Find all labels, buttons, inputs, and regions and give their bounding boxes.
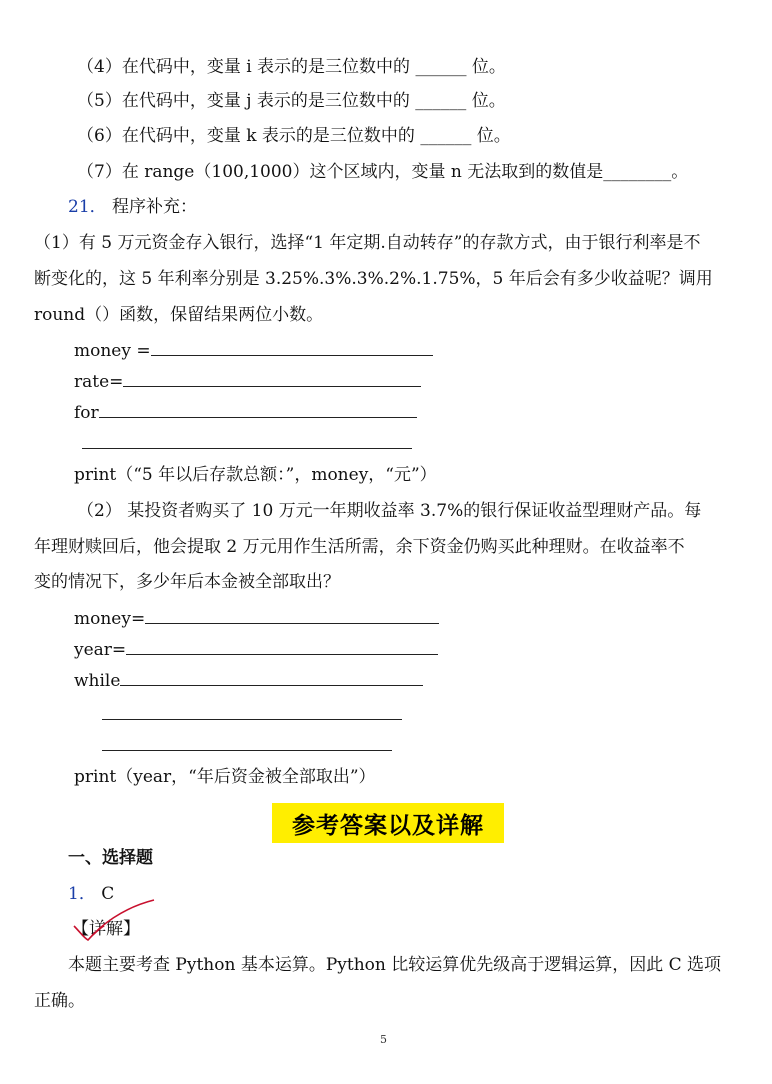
q21-part2-line1: （2） 某投资者购买了 10 万元一年期收益率 3.7%的银行保证收益型理财产品。每 [77,501,702,521]
code1-rate-line [74,370,421,393]
code1-print-line: print（“5 年以后存款总额：”，money，“元”） [74,465,437,485]
explanation-line1: 本题主要考查 Python 基本运算。Python 比较运算优先级高于逻辑运算，因此 C 选项 [68,955,722,975]
q21-part2-line2: 年理财赎回后，他会提取 2 万元用作生活所需，余下资金仍购买此种理财。在收益率不 [34,537,685,557]
answer-number: 1． [68,884,96,904]
q21-part1-line3: round（）函数，保留结果两位小数。 [34,305,324,325]
q20-sub7: （7）在 range（100,1000）这个区域内，变量 n 无法取到的数值是________。 [77,162,689,182]
code1-body-line [82,432,412,455]
code2-money-line [74,607,439,630]
q21-part1-line1: （1）有 5 万元资金存入银行，选择“1 年定期.自动转存”的存款方式，由于银行利率是不 [34,233,701,253]
fill-blank[interactable] [102,734,392,751]
fill-blank[interactable] [82,432,412,449]
q21-part1-line2: 断变化的，这 5 年利率分别是 3.25%.3%.3%.2%.1.75%，5 年后会有多少收益呢？调用 [34,269,713,289]
code1-for-line [74,401,417,424]
section-heading: 一、选择题 [68,848,153,868]
code1-money-line [74,339,433,362]
q20-sub4: （4）在代码中，变量 i 表示的是三位数中的 ______ 位。 [77,57,506,77]
code2-year-line [74,638,438,661]
question-title: 程序补充： [112,197,198,217]
q21-part2-line3: 变的情况下，多少年后本金被全部取出？ [34,572,340,592]
fill-blank[interactable] [102,703,402,720]
code2-body-line2 [102,734,392,757]
detail-label: 【详解】 [72,919,140,939]
answer-value: C [101,884,115,904]
explanation-line2: 正确。 [34,991,85,1011]
page-number: 5 [380,1033,387,1046]
answer-section-banner: 参考答案以及详解 [272,803,504,843]
q20-sub6: （6）在代码中，变量 k 表示的是三位数中的 ______ 位。 [77,126,511,146]
code-label: money= [74,609,146,629]
fill-blank[interactable] [126,638,438,655]
code-label: for [74,403,99,423]
q20-sub5: （5）在代码中，变量 j 表示的是三位数中的 ______ 位。 [77,91,506,111]
code-label: while [74,671,121,691]
code-label: rate= [74,372,124,392]
fill-blank[interactable] [123,370,421,387]
code2-print-line: print（year，“年后资金被全部取出”） [74,767,376,787]
code-label: year= [74,640,127,660]
q21-heading [68,196,197,218]
fill-blank[interactable] [145,607,439,624]
fill-blank[interactable] [151,339,433,356]
check-mark-icon [70,896,160,944]
code2-while-line [74,669,423,692]
code2-body-line1 [102,703,402,726]
fill-blank[interactable] [120,669,423,686]
question-number: 21． [68,197,107,217]
fill-blank[interactable] [99,401,417,418]
code-label: money = [74,341,151,361]
